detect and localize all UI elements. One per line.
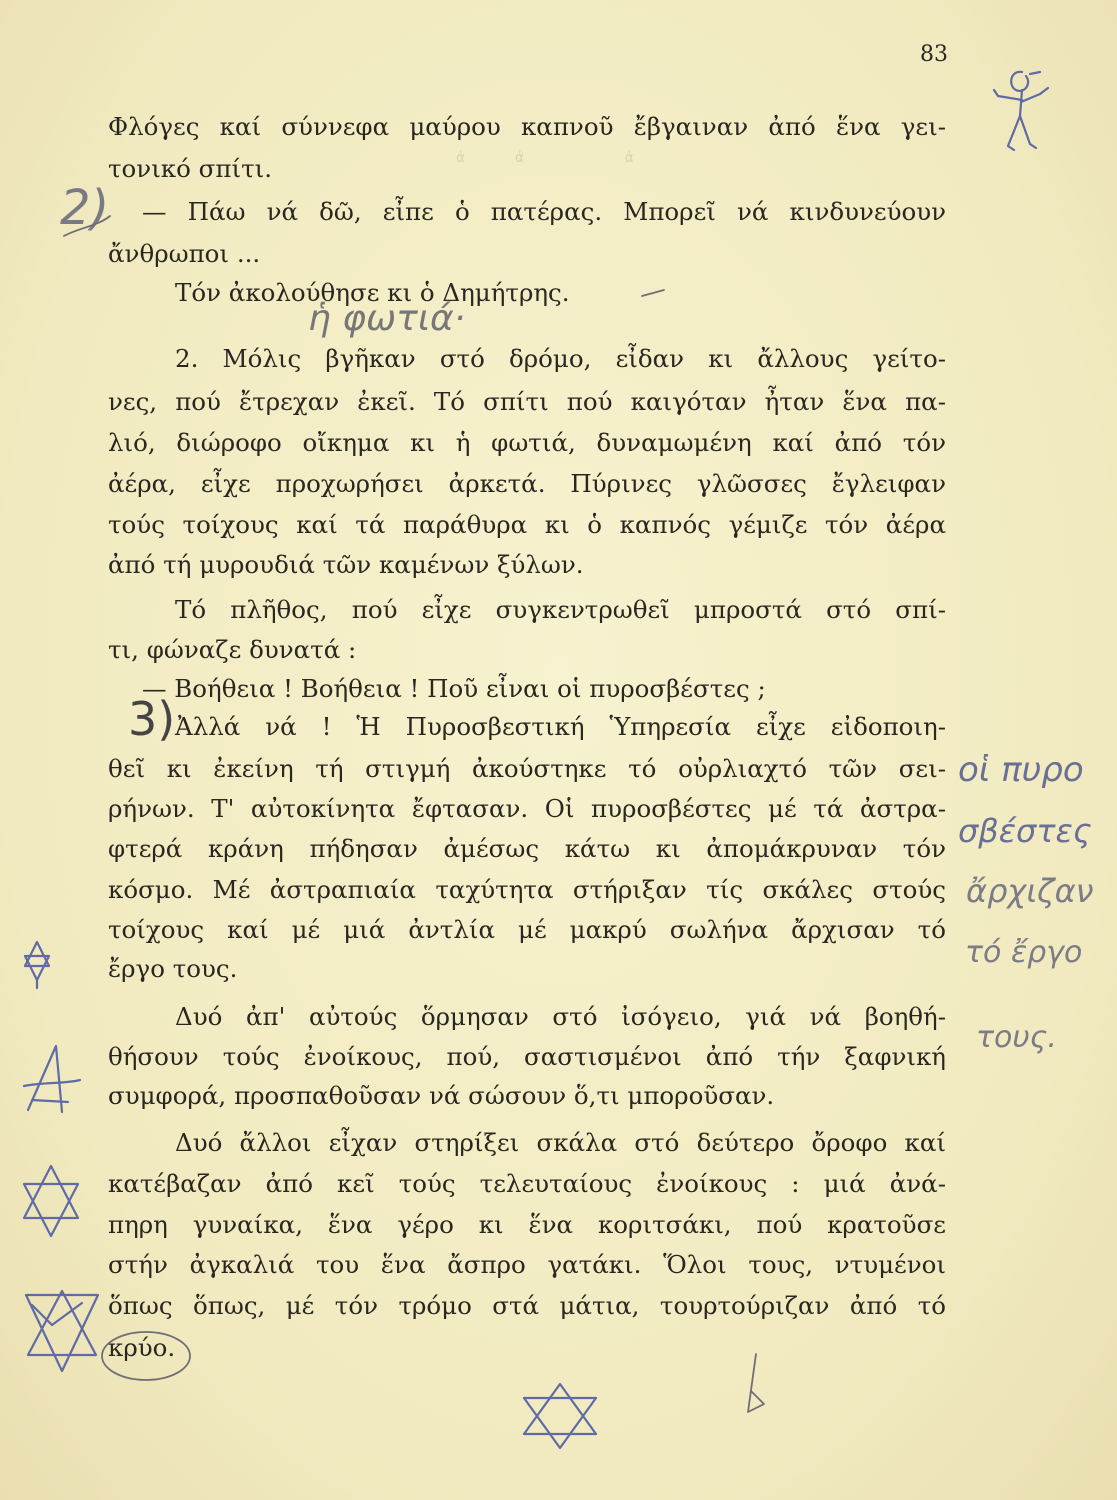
handwritten-margin-note: σβέστες — [958, 812, 1092, 850]
text-line: ἀέρα, εἶχε προχωρήσει ἀρκετά. Πύρινες γλῶσσες ἔγλειφαν — [108, 469, 946, 498]
text-line: κατέβαζαν ἀπό κεῖ τούς τελευταίους ἐνοίκους : μιά ἀνά- — [108, 1169, 946, 1198]
text-line: Φλόγες καί σύννεφα μαύρου καπνοῦ ἔβγαιναν ἀπό ἕνα γει- — [108, 112, 946, 141]
circle-around-word — [98, 1328, 198, 1388]
letter-a-doodle — [18, 1040, 88, 1120]
text-line: κόσμο. Μέ ἀστραπιαία ταχύτητα στήριξαν τίς σκάλες στούς — [108, 875, 946, 904]
text-line: ὅπως ὅπως, μέ τόν τρόμο στά μάτια, τουρτούριζαν ἀπό τό — [108, 1291, 946, 1320]
star-of-david-icon — [20, 1162, 82, 1240]
text-line: Τόν ἀκολούθησε κι ὁ Δημήτρης. — [175, 278, 570, 307]
handwritten-above-line: ἡ φωτιά· — [308, 298, 466, 339]
star-of-david-icon — [520, 1380, 600, 1450]
text-line: Δυό ἄλλοι εἶχαν στηρίξει σκάλα στό δεύτερο ὄροφο καί — [175, 1128, 946, 1157]
handwritten-margin-note: τους. — [976, 1020, 1057, 1055]
text-line: στήν ἀγκαλιά του ἕνα ἄσπρο γατάκι. Ὅλοι τους, ντυμένοι — [108, 1250, 946, 1279]
text-line: θεῖ κι ἐκείνη τή στιγμή ἀκούστηκε τό οὐρλιαχτό τῶν σει- — [108, 754, 946, 783]
text-line: τονικό σπίτι. — [108, 154, 273, 183]
text-line: ἄνθρωποι ... — [108, 239, 261, 268]
handwritten-margin-note: τό ἔργο — [965, 935, 1083, 970]
bleed-through-text: ἁ ἀ ἁ — [330, 150, 777, 166]
text-line: 2. Μόλις βγῆκαν στό δρόμο, εἶδαν κι ἄλλους γείτο- — [175, 344, 946, 373]
text-line: φτερά κράνη πήδησαν ἀμέσως κάτω κι ἀπομάκρυναν τόν — [108, 834, 946, 863]
text-line: Τό πλῆθος, πού εἶχε συγκεντρωθεῖ μπροστά στό σπί- — [175, 595, 946, 624]
text-line: Ἀλλά νά ! Ἡ Πυροσβεστική Ὑπηρεσία εἶχε εἰδοποιη- — [175, 712, 946, 741]
text-line: λιό, διώροφο οἴκημα κι ἡ φωτιά, δυναμωμένη καί ἀπό τόν — [108, 428, 946, 457]
text-line: — Βοήθεια ! Βοήθεια ! Ποῦ εἶναι οἱ πυροσβέστες ; — [142, 674, 766, 703]
page-number: 83 — [920, 42, 948, 67]
text-line: ἔργο τους. — [108, 954, 238, 983]
text-line: θήσουν τούς ἐνοίκους, πού, σαστισμένοι ἀπό τήν ξαφνική — [108, 1042, 946, 1071]
handwritten-number-3: 3) — [128, 692, 176, 746]
text-line: νες, πού ἔτρεχαν ἐκεῖ. Τό σπίτι πού καιγόταν ἦταν ἕνα πα- — [108, 387, 946, 416]
text-line: Δυό ἀπ' αὐτούς ὅρμησαν στό ἰσόγειο, γιά νά βοηθή- — [175, 1002, 946, 1031]
text-line: τούς τοίχους καί τά παράθυρα κι ὁ καπνός γέμιζε τόν ἀέρα — [108, 510, 946, 539]
stick-figure-doodle — [992, 66, 1062, 166]
star-of-david-icon — [22, 940, 52, 990]
pencil-letter-doodle — [738, 1352, 768, 1422]
pencil-bracket — [58, 186, 118, 246]
text-line: πηρη γυναίκα, ἕνα γέρο κι ἕνα κοριτσάκι, πού κρατοῦσε — [108, 1210, 946, 1239]
text-line: συμφορά, προσπαθοῦσαν νά σώσουν ὅ,τι μποροῦσαν. — [108, 1081, 775, 1110]
text-line: τοίχους καί μέ μιά ἀντλία μέ μακρύ σωλήνα ἄρχισαν τό — [108, 915, 946, 944]
star-of-david-icon — [22, 1285, 102, 1375]
text-line: ρήνων. Τ' αὐτοκίνητα ἔφτασαν. Οἱ πυροσβέστες μέ τά ἀστρα- — [108, 794, 946, 823]
handwritten-margin-note: ἄρχιζαν — [966, 872, 1094, 910]
text-line: κρύο. — [108, 1333, 176, 1362]
handwritten-number-2: 2) — [60, 180, 110, 236]
handwritten-margin-note: οἱ πυρο — [958, 750, 1084, 790]
text-line: ἀπό τή μυρουδιά τῶν καμένων ξύλων. — [108, 550, 584, 579]
pencil-tick-mark — [640, 282, 670, 302]
text-line: — Πάω νά δῶ, εἶπε ὁ πατέρας. Μπορεῖ νά κινδυνεύουν — [142, 197, 946, 226]
text-line: τι, φώναζε δυνατά : — [108, 635, 357, 664]
